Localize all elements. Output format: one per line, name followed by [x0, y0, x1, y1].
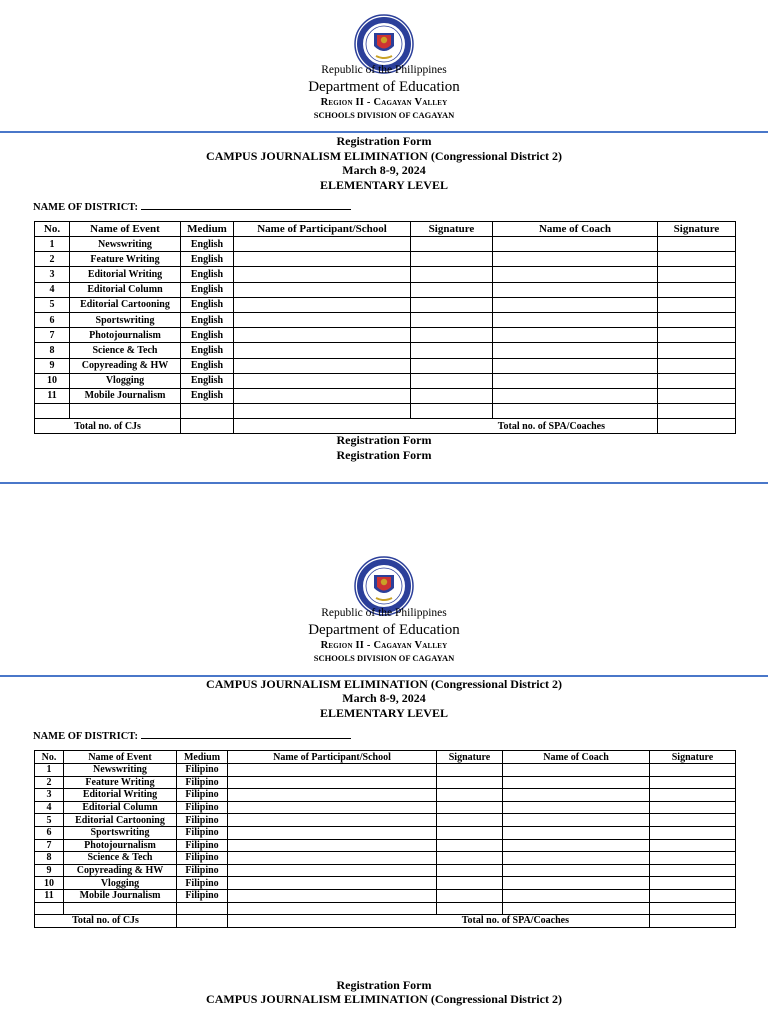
- col-header: Signature: [411, 222, 493, 237]
- row-event: Newswriting: [64, 764, 177, 777]
- section-divider-rule: [0, 482, 768, 484]
- coach-cell[interactable]: [503, 764, 650, 777]
- participant-signature-cell[interactable]: [411, 282, 493, 297]
- row-number: 3: [35, 267, 70, 282]
- table-row: [35, 839, 736, 852]
- row-event: Editorial Cartooning: [70, 297, 181, 312]
- row-number: 11: [35, 889, 64, 902]
- row-event: Photojournalism: [70, 328, 181, 343]
- region-line: Region II - Cagayan Valley: [320, 97, 448, 108]
- coach-signature-cell[interactable]: [650, 852, 736, 865]
- table-row: [35, 826, 736, 839]
- participant-cell[interactable]: [234, 252, 411, 267]
- participant-signature-cell[interactable]: [411, 328, 493, 343]
- row-medium: Filipino: [177, 814, 228, 827]
- participant-cell[interactable]: [228, 801, 437, 814]
- row-event: Editorial Cartooning: [64, 814, 177, 827]
- table-row: [35, 267, 736, 282]
- row-medium: English: [181, 358, 234, 373]
- coach-signature-cell[interactable]: [650, 801, 736, 814]
- participant-cell[interactable]: [234, 237, 411, 252]
- total-spa-label: Total no. of SPA/Coaches: [234, 419, 658, 434]
- participant-cell[interactable]: [228, 776, 437, 789]
- coach-cell[interactable]: [493, 328, 658, 343]
- row-number: 5: [35, 297, 70, 312]
- department-line: Department of Education: [308, 79, 460, 95]
- empty-cell[interactable]: [234, 404, 411, 419]
- empty-cell: [35, 404, 70, 419]
- table-row: [35, 328, 736, 343]
- col-header: Signature: [658, 222, 736, 237]
- level-title: ELEMENTARY LEVEL: [320, 706, 448, 720]
- coach-signature-cell[interactable]: [658, 312, 736, 327]
- row-event: Editorial Column: [64, 801, 177, 814]
- participant-cell[interactable]: [234, 267, 411, 282]
- event-title: CAMPUS JOURNALISM ELIMINATION (Congressional District 2): [206, 992, 562, 1006]
- participant-signature-cell[interactable]: [437, 864, 503, 877]
- table-row: [35, 282, 736, 297]
- coach-signature-cell[interactable]: [650, 877, 736, 890]
- total-cjs-value[interactable]: [181, 419, 234, 434]
- coach-signature-cell[interactable]: [658, 252, 736, 267]
- col-header: Medium: [177, 751, 228, 764]
- republic-line: Republic of the Philippines: [321, 607, 447, 619]
- empty-cell[interactable]: [503, 902, 650, 915]
- coach-cell[interactable]: [493, 297, 658, 312]
- participant-cell[interactable]: [228, 826, 437, 839]
- table-row: [35, 237, 736, 252]
- row-medium: English: [181, 252, 234, 267]
- row-event: Newswriting: [70, 237, 181, 252]
- level-title: ELEMENTARY LEVEL: [320, 178, 448, 192]
- participant-signature-cell[interactable]: [437, 814, 503, 827]
- row-event: Feature Writing: [64, 776, 177, 789]
- table-row: [35, 297, 736, 312]
- coach-signature-cell[interactable]: [658, 328, 736, 343]
- division-line: SCHOOLS DIVISION OF CAGAYAN: [313, 653, 455, 663]
- coach-cell[interactable]: [503, 864, 650, 877]
- republic-line: Republic of the Philippines: [321, 64, 447, 76]
- row-number: 7: [35, 839, 64, 852]
- participant-cell[interactable]: [228, 889, 437, 902]
- coach-cell[interactable]: [493, 312, 658, 327]
- participant-cell[interactable]: [228, 839, 437, 852]
- participant-signature-cell[interactable]: [437, 776, 503, 789]
- region-line: Region II - Cagayan Valley: [320, 640, 448, 651]
- table-row: [35, 388, 736, 403]
- district-field[interactable]: [33, 200, 351, 213]
- empty-cell[interactable]: [411, 404, 493, 419]
- row-medium: English: [181, 237, 234, 252]
- district-label: NAME OF DISTRICT:: [33, 731, 139, 742]
- row-number: 4: [35, 801, 64, 814]
- participant-signature-cell[interactable]: [411, 312, 493, 327]
- col-header: Name of Coach: [503, 751, 650, 764]
- empty-cell: [64, 902, 177, 915]
- participant-signature-cell[interactable]: [437, 839, 503, 852]
- col-header: Signature: [437, 751, 503, 764]
- coach-signature-cell[interactable]: [650, 826, 736, 839]
- participant-signature-cell[interactable]: [437, 852, 503, 865]
- division-line: SCHOOLS DIVISION OF CAGAYAN: [313, 110, 455, 120]
- row-medium: Filipino: [177, 839, 228, 852]
- empty-cell[interactable]: [658, 404, 736, 419]
- department-line: Department of Education: [308, 622, 460, 638]
- participant-signature-cell[interactable]: [437, 764, 503, 777]
- coach-signature-cell[interactable]: [658, 358, 736, 373]
- total-cjs-label: Total no. of CJs: [35, 419, 181, 434]
- row-medium: English: [181, 267, 234, 282]
- total-cjs-label: Total no. of CJs: [35, 915, 177, 928]
- coach-signature-cell[interactable]: [658, 237, 736, 252]
- coach-signature-cell[interactable]: [650, 814, 736, 827]
- form-title: Registration Form: [336, 978, 432, 992]
- district-field[interactable]: [33, 729, 351, 742]
- col-header: Name of Event: [70, 222, 181, 237]
- participant-signature-cell[interactable]: [411, 343, 493, 358]
- row-medium: English: [181, 297, 234, 312]
- total-spa-value[interactable]: [658, 419, 736, 434]
- participant-cell[interactable]: [234, 328, 411, 343]
- row-event: Editorial Column: [70, 282, 181, 297]
- row-medium: Filipino: [177, 877, 228, 890]
- row-medium: English: [181, 373, 234, 388]
- participant-cell[interactable]: [234, 297, 411, 312]
- col-header: No.: [35, 751, 64, 764]
- row-number: 1: [35, 764, 64, 777]
- coach-cell[interactable]: [493, 267, 658, 282]
- table-row: [35, 776, 736, 789]
- coach-cell[interactable]: [503, 877, 650, 890]
- col-header: Medium: [181, 222, 234, 237]
- district-blank[interactable]: [141, 200, 351, 210]
- table-row: [35, 343, 736, 358]
- row-event: Editorial Writing: [64, 789, 177, 802]
- coach-signature-cell[interactable]: [658, 343, 736, 358]
- participant-cell[interactable]: [228, 877, 437, 890]
- coach-cell[interactable]: [503, 889, 650, 902]
- participant-signature-cell[interactable]: [437, 826, 503, 839]
- row-number: 11: [35, 388, 70, 403]
- row-event: Mobile Journalism: [70, 388, 181, 403]
- row-number: 7: [35, 328, 70, 343]
- participant-cell[interactable]: [228, 789, 437, 802]
- table-row: [35, 801, 736, 814]
- empty-cell[interactable]: [437, 902, 503, 915]
- row-event: Sportswriting: [70, 312, 181, 327]
- row-number: 9: [35, 358, 70, 373]
- participant-cell[interactable]: [228, 852, 437, 865]
- row-number: 3: [35, 789, 64, 802]
- coach-cell[interactable]: [503, 826, 650, 839]
- coach-cell[interactable]: [503, 776, 650, 789]
- row-medium: English: [181, 388, 234, 403]
- row-number: 2: [35, 252, 70, 267]
- coach-signature-cell[interactable]: [650, 864, 736, 877]
- participant-signature-cell[interactable]: [411, 297, 493, 312]
- empty-cell[interactable]: [228, 902, 437, 915]
- coach-cell[interactable]: [503, 839, 650, 852]
- col-header: Name of Event: [64, 751, 177, 764]
- form-title: Registration Form: [336, 134, 432, 148]
- col-header: No.: [35, 222, 70, 237]
- event-title: CAMPUS JOURNALISM ELIMINATION (Congressional District 2): [206, 677, 562, 691]
- total-spa-label: Total no. of SPA/Coaches: [228, 915, 650, 928]
- row-number: 5: [35, 814, 64, 827]
- empty-cell: [177, 902, 228, 915]
- coach-signature-cell[interactable]: [658, 267, 736, 282]
- row-medium: Filipino: [177, 776, 228, 789]
- participant-cell[interactable]: [234, 343, 411, 358]
- participant-signature-cell[interactable]: [411, 373, 493, 388]
- row-event: Vlogging: [64, 877, 177, 890]
- empty-cell[interactable]: [650, 902, 736, 915]
- table-row: [35, 373, 736, 388]
- row-medium: Filipino: [177, 789, 228, 802]
- row-event: Editorial Writing: [70, 267, 181, 282]
- empty-row: [35, 902, 736, 915]
- participant-signature-cell[interactable]: [411, 252, 493, 267]
- row-number: 6: [35, 826, 64, 839]
- row-event: Photojournalism: [64, 839, 177, 852]
- participant-cell[interactable]: [234, 312, 411, 327]
- row-event: Sportswriting: [64, 826, 177, 839]
- participant-signature-cell[interactable]: [411, 388, 493, 403]
- participant-cell[interactable]: [234, 358, 411, 373]
- row-event: Copyreading & HW: [64, 864, 177, 877]
- coach-cell[interactable]: [503, 801, 650, 814]
- row-medium: Filipino: [177, 852, 228, 865]
- participant-cell[interactable]: [234, 388, 411, 403]
- total-spa-value[interactable]: [650, 915, 736, 928]
- row-event: Feature Writing: [70, 252, 181, 267]
- coach-cell[interactable]: [493, 343, 658, 358]
- col-header: Name of Participant/School: [228, 751, 437, 764]
- col-header: Name of Coach: [493, 222, 658, 237]
- footer-form-title-repeat: Registration Form: [336, 448, 432, 462]
- coach-signature-cell[interactable]: [658, 297, 736, 312]
- col-header: Signature: [650, 751, 736, 764]
- row-number: 8: [35, 852, 64, 865]
- coach-cell[interactable]: [493, 358, 658, 373]
- header-rule: [0, 131, 768, 133]
- registration-table: [34, 221, 736, 434]
- empty-cell: [35, 902, 64, 915]
- participant-signature-cell[interactable]: [411, 267, 493, 282]
- row-medium: English: [181, 328, 234, 343]
- coach-cell[interactable]: [493, 388, 658, 403]
- table-row: [35, 764, 736, 777]
- table-row: [35, 852, 736, 865]
- event-date: March 8-9, 2024: [342, 691, 426, 705]
- row-medium: Filipino: [177, 801, 228, 814]
- table-row: [35, 864, 736, 877]
- row-number: 10: [35, 373, 70, 388]
- row-number: 8: [35, 343, 70, 358]
- participant-cell[interactable]: [228, 764, 437, 777]
- row-number: 6: [35, 312, 70, 327]
- registration-table: [34, 750, 736, 928]
- row-event: Science & Tech: [70, 343, 181, 358]
- coach-cell[interactable]: [493, 252, 658, 267]
- coach-cell[interactable]: [503, 789, 650, 802]
- participant-cell[interactable]: [228, 864, 437, 877]
- table-row: [35, 889, 736, 902]
- empty-cell: [181, 404, 234, 419]
- participant-signature-cell[interactable]: [411, 358, 493, 373]
- row-medium: English: [181, 312, 234, 327]
- empty-row: [35, 404, 736, 419]
- coach-cell[interactable]: [493, 282, 658, 297]
- coach-cell[interactable]: [503, 814, 650, 827]
- row-number: 2: [35, 776, 64, 789]
- row-medium: Filipino: [177, 889, 228, 902]
- table-header-row: [35, 751, 736, 764]
- coach-signature-cell[interactable]: [658, 373, 736, 388]
- row-medium: English: [181, 282, 234, 297]
- coach-signature-cell[interactable]: [650, 776, 736, 789]
- participant-signature-cell[interactable]: [411, 237, 493, 252]
- coach-cell[interactable]: [493, 373, 658, 388]
- row-number: 10: [35, 877, 64, 890]
- col-header: Name of Participant/School: [234, 222, 411, 237]
- table-row: [35, 358, 736, 373]
- totals-row: [35, 915, 736, 928]
- table-row: [35, 312, 736, 327]
- row-event: Science & Tech: [64, 852, 177, 865]
- row-number: 1: [35, 237, 70, 252]
- totals-row: [35, 419, 736, 434]
- row-medium: English: [181, 343, 234, 358]
- table-row: [35, 252, 736, 267]
- table-row: [35, 814, 736, 827]
- participant-signature-cell[interactable]: [437, 789, 503, 802]
- coach-signature-cell[interactable]: [650, 839, 736, 852]
- participant-cell[interactable]: [234, 373, 411, 388]
- coach-signature-cell[interactable]: [650, 889, 736, 902]
- row-event: Mobile Journalism: [64, 889, 177, 902]
- table-row: [35, 877, 736, 890]
- coach-signature-cell[interactable]: [658, 282, 736, 297]
- event-title: CAMPUS JOURNALISM ELIMINATION (Congressional District 2): [206, 149, 562, 163]
- row-event: Copyreading & HW: [70, 358, 181, 373]
- participant-signature-cell[interactable]: [437, 889, 503, 902]
- empty-cell: [70, 404, 181, 419]
- table-header-row: [35, 222, 736, 237]
- table-row: [35, 789, 736, 802]
- row-number: 4: [35, 282, 70, 297]
- event-date: March 8-9, 2024: [342, 163, 426, 177]
- district-label: NAME OF DISTRICT:: [33, 202, 139, 213]
- row-number: 9: [35, 864, 64, 877]
- district-blank[interactable]: [141, 729, 351, 739]
- participant-cell[interactable]: [234, 282, 411, 297]
- coach-signature-cell[interactable]: [658, 388, 736, 403]
- coach-signature-cell[interactable]: [650, 789, 736, 802]
- coach-cell[interactable]: [493, 237, 658, 252]
- row-medium: Filipino: [177, 764, 228, 777]
- footer-form-title: Registration Form: [336, 433, 432, 447]
- row-event: Vlogging: [70, 373, 181, 388]
- participant-signature-cell[interactable]: [437, 877, 503, 890]
- total-cjs-value[interactable]: [177, 915, 228, 928]
- participant-signature-cell[interactable]: [437, 801, 503, 814]
- empty-cell[interactable]: [493, 404, 658, 419]
- coach-cell[interactable]: [503, 852, 650, 865]
- coach-signature-cell[interactable]: [650, 764, 736, 777]
- row-medium: Filipino: [177, 826, 228, 839]
- row-medium: Filipino: [177, 864, 228, 877]
- participant-cell[interactable]: [228, 814, 437, 827]
